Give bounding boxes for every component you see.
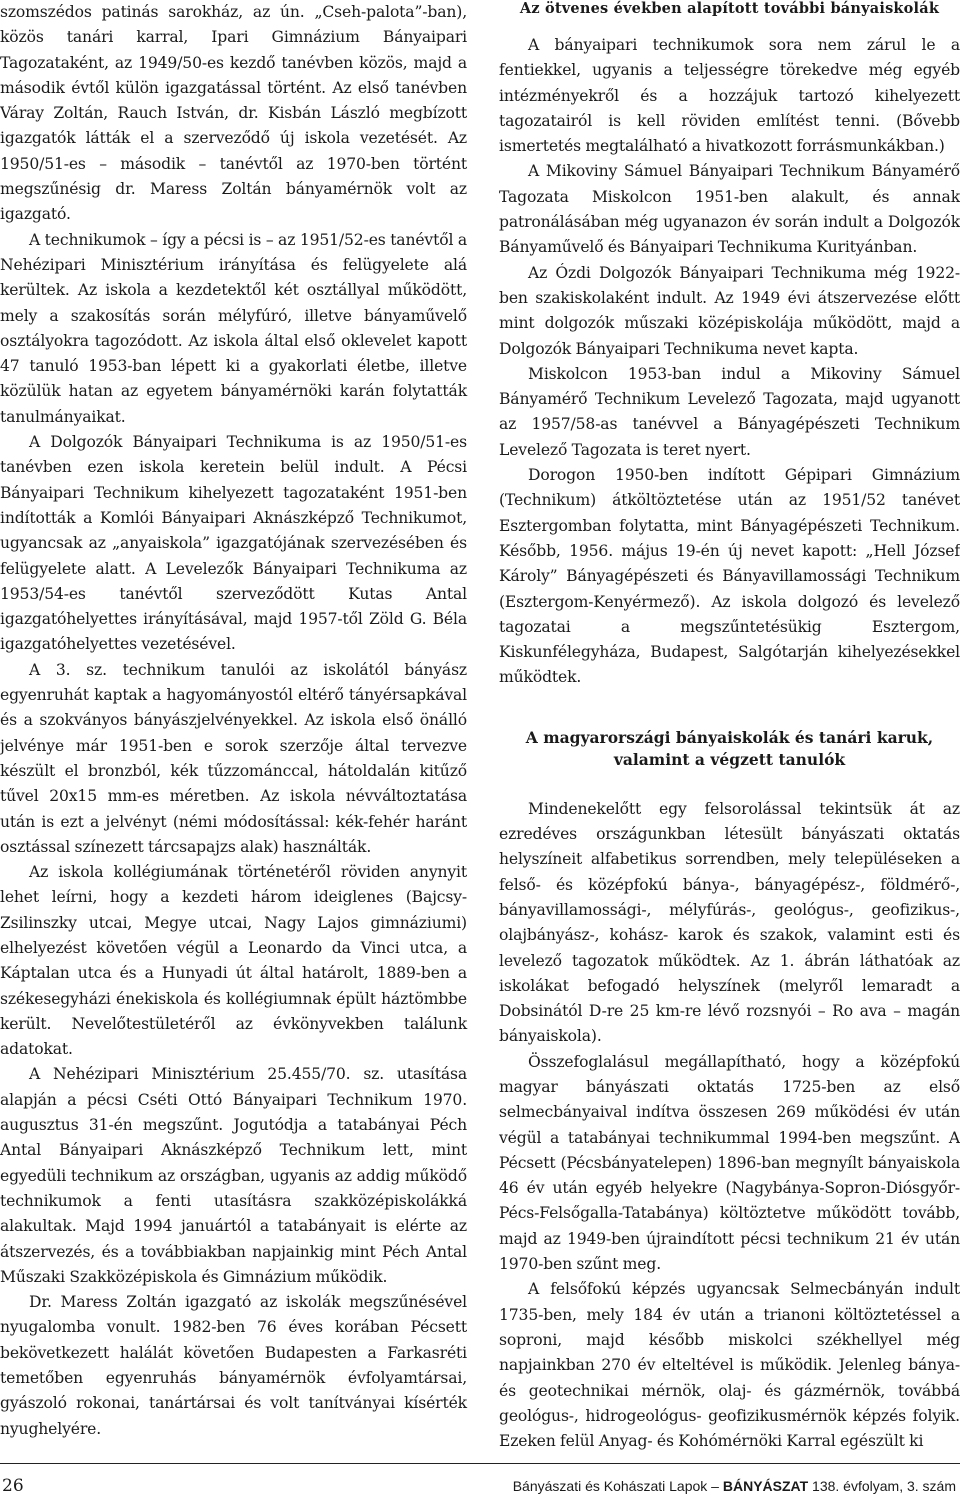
- section-title-line: A magyarországi bányaiskolák és tanári karuk,: [525, 727, 934, 747]
- journal-name: BÁNYÁSZAT: [722, 1478, 809, 1494]
- journal-issue: 138. évfolyam, 3. szám: [812, 1478, 956, 1494]
- footer-divider: [0, 1463, 960, 1464]
- right-column: [499, 0, 960, 1454]
- left-column: [0, 0, 467, 1442]
- paragraph: A Nehézipari Minisztérium 25.455/70. sz. utasítása alapján a pécsi Cséti Ottó Bányaipari Technikum 1970. augusztus 31-én megszűnt. Jogutódja a tatabányai Péch Antal Bányaipari Aknászképző Technikum lett, mint egyedüli technikum az országban, ugyanis az addig működő technikumok a fenti utasításra szakközépiskolákká alakultak. Majd 1994 januártól a tatabányait is elérte az átszervezés, és a továbbiakban napjainkig mint Péch Antal Műszaki Szakközépiskola és Gimnázium működik.: [0, 1065, 467, 1286]
- paragraph: Az Ózdi Dolgozók Bányaipari Technikuma még 1922-ben szakiskolaként indult. Az 1949 évi átszervezése előtt mint dolgozók műszaki középiskolája működött, majd a Dolgozók Bányaipari Technikuma nevet kapta.: [499, 263, 960, 358]
- section-title-line: valamint a végzett tanulók: [613, 749, 846, 769]
- journal-info: [513, 1478, 956, 1494]
- paragraph: A bányaipari technikumok sora nem zárul le a fentiekkel, ugyanis a teljességre törekedve még egyéb intézményekről és a hozzájuk tartozó kihelyezett tagozatairól is kell röviden említést tenni. (Bővebb ismertetés megtalálható a hivatkozott forrásmunkákban.): [499, 36, 960, 156]
- paragraph: Az iskola kollégiumának történetéről röviden anynyit lehet leírni, hogy a kezdeti három ideiglenes (Bajcsy-Zsilinszky utcai, Megye utcai, Nagy Lajos gimnáziumi) elhelyezést követően végül a Leonardo da Vinci utca, a Káptalan utca és a Hunyadi út által határolt, 1889-ben a székesegyházi énekiskola és kollégiumnak épült háztömbbe került. Nevelőtestületéről az évkönyvekben találunk adatokat.: [0, 863, 467, 1059]
- paragraph: A 3. sz. technikum tanulói az iskolától bányász egyenruhát kaptak a hagyományostól eltérő tányérsapkával és a szokványos bányászjelvényekkel. Az iskola első önálló jelvénye már 1951-ben e sorok szerzője által tervezve készült el bronzból, kék tűzzománccal, hátoldalán kitűző tűvel 20x15 mm-es méretben. Az iskola névváltoztatása után is ezt a jelvényt (némi módosítással: kék-fehér haránt osztással színezett tárcsapajzs alak) használták.: [0, 660, 467, 856]
- paragraph: A Dolgozók Bányaipari Technikuma is az 1950/51-es tanévben ezen iskola keretein belül indult. A Pécsi Bányaipari Technikum kihelyezett tagozataként 1951-ben indították a Komlói Bányaipari Aknászképző Technikumot, ugyancsak az „anyaiskola” igazgatójának szervezésében és felügyelete alatt. A Levelezők Bányaipari Technikuma az 1953/54-es tanévtől szerveződött Kutas Antal igazgatóhelyettes irányításával, majd 1957-től Zöld G. Béla igazgatóhelyettes vezetésével.: [0, 433, 467, 654]
- section-heading: Az ötvenes években alapított további bányaiskolák: [519, 0, 940, 17]
- journal-prefix: Bányászati és Kohászati Lapok –: [512, 1478, 719, 1494]
- paragraph: A Mikoviny Sámuel Bányaipari Technikum Bányamérő Tagozata Miskolcon 1951-ben alakult, és annak patronálásában még ugyanazon év során indult a Dolgozók Bányaművelő és Bányaipari Technikuma Kurityánban.: [499, 162, 960, 257]
- page-number: 26: [2, 1476, 24, 1496]
- paragraph: A technikumok – így a pécsi is – az 1951/52-es tanévtől a Nehézipari Minisztérium irányítása és felügyelete alá kerültek. Az iskola a kezdetektől két osztállyal működött, mely a szakosítás során mélyfúró, illetve bányaművelő osztályokra tagozódott. Az iskola által első oklevelet kapott 47 tanuló 1953-ban lépett ki a gyakorlati életbe, illetve közülük hatan az egyetem bányamérnöki karán folytatták tanulmányaikat.: [0, 230, 467, 426]
- paragraph: Dr. Maress Zoltán igazgató az iskolák megszűnésével nyugalomba vonult. 1982-ben 76 éves korában Pécsett bekövetkezett halálát követően Budapesten a Farkasréti temetőben egyenruhás bányamérnök évfolyamtársai, gyászoló rokonai, tanártársai és volt tanítványai kísérték nyughelyére.: [0, 1293, 467, 1438]
- paragraph: szomszédos patinás sarokház, az ún. „Cseh-palota”-ban), közös tanári karral, Ipari Gimnázium Bányaipari Tagozataként, az 1949/50-es kezdő tanévben közös, majd a második évtől külön igazgatással történt. Az első tanévben Váray Zoltán, Rauch István, dr. Kisbán László megbízott igazgatók látták el a szerveződő új iskola vezetését. Az 1950/51-es – második – tanévtől az 1970-ben történt megszűnésig dr. Maress Zoltán bányamérnök volt az igazgató.: [0, 3, 467, 224]
- section-title: [499, 727, 960, 771]
- paragraph: Összefoglalásul megállapítható, hogy a középfokú magyar bányászati oktatás 1725-ben az első selmecbányaival indítva összesen 269 működési év után végül a tatabányai technikummal 1994-ben megszűnt. A Pécsett (Pécsbányatelepen) 1896-ban megnyílt bányaiskola 46 év után egyéb helyekre (Nagybánya-Sopron-Diósgyőr-Pécs-Felsőgalla-Tatabánya) költöztetve működött tovább, majd az 1949-ben újraindított pécsi technikum 21 év után 1970-ben szűnt meg.: [499, 1052, 960, 1274]
- paragraph: Mindenekelőtt egy felsorolással tekintsük át az ezredéves országunkban létesült bányászati oktatás helyszíneit alfabetikus sorrendben, mely településeken a felső- és középfokú bánya-, bányagépész-, földmérő-, bányavillamossági-, mélyfúrás-, geológus-, geofizikus-, olajbányász-, kohász- karok és szakok, valamint esti és levelező tagozatok működtek. Az 1. ábrán láthatóak az iskolákat befogadó helyszínek (melyről lemaradt a Dobsinától D-re 25 km-re lévő rozsnyói – Ro ava – magán bányaiskola).: [499, 799, 960, 1046]
- paragraph: Miskolcon 1953-ban indul a Mikoviny Sámuel Bányamérő Technikum Levelező Tagozata, majd ugyanott az 1957/58-as tanévvel a Bányagépészeti Technikum Levelező Tagozata is teret nyert.: [499, 364, 960, 459]
- paragraph: A felsőfokú képzés ugyancsak Selmecbányán indult 1735-ben, mely 184 év után a trianoni költöztetéssel a soproni, majd később miskolci székhellyel még napjainkban 270 év elteltével is működik. Jelenleg bánya- és geotechnikai mérnök, olaj- és gázmérnök, továbbá geológus-, hidrogeológus- geofizikusmérnök képzés folyik. Ezeken felül Anyag- és Kohómérnöki Karral egészült ki: [499, 1280, 960, 1451]
- paragraph: Dorogon 1950-ben indított Gépipari Gimnázium (Technikum) átköltöztetése után az 1951/52 tanévet Esztergomban folytatta, mint Bányagépészeti Technikum. Később, 1956. május 19-én új nevet kapott: „Hell József Károly” Bányagépészeti és Bányavillamossági Technikum (Esztergom-Kenyérmező). Az iskola dolgozó és levelező tagozatai a megszűntetésükig Esztergom, Kiskunfélegyháza, Budapest, Salgótarján kihelyezésekkel működtek.: [499, 466, 960, 687]
